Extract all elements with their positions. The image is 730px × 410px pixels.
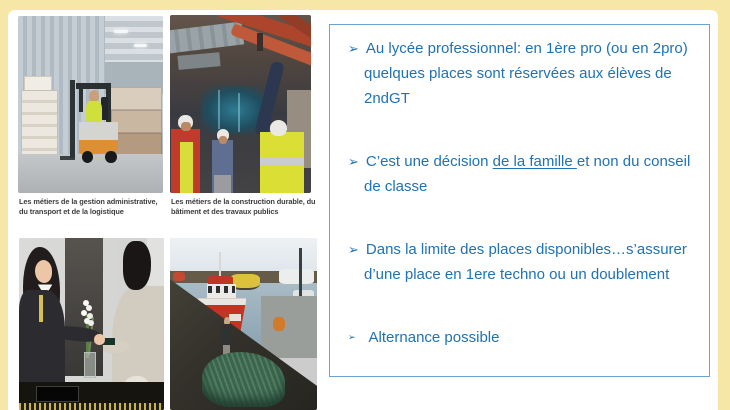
fisherman: [221, 324, 231, 346]
warehouse-ceiling: [105, 16, 163, 62]
bullet-text: Dans la limite des places disponibles…s’assurer d’une place en 1ere techno ou un doublement: [364, 241, 687, 283]
desk-tray: [36, 386, 79, 402]
hotel-reception-photo: [19, 238, 164, 410]
dock-structures: [261, 296, 317, 358]
bullet-lycee-professionnel: [342, 36, 693, 111]
receptionist-face: [35, 260, 52, 282]
arrow-bullet-icon: ➢: [348, 242, 359, 257]
caption-construction: Les métiers de la construction durable, du bâtiment et des travaux publics: [171, 197, 316, 216]
white-flowers: [83, 300, 89, 306]
warehouse-logistics-photo: [18, 16, 163, 193]
pallet-boxes: [114, 133, 162, 156]
arrow-bullet-icon: ➢: [348, 332, 356, 342]
worker-red-jacket: [171, 129, 199, 193]
lanyard: [39, 295, 43, 323]
bullet-text-pre: C’est une décision: [365, 153, 493, 170]
content-box: [329, 24, 710, 377]
ceiling-light: [134, 44, 147, 47]
white-boat: [279, 269, 314, 284]
bullet-text-underlined: de la famille: [492, 153, 577, 170]
pallet-boxes: [111, 110, 162, 133]
worker-yellow-vest: [260, 132, 304, 193]
ceiling-light: [114, 30, 129, 33]
customer-hair: [123, 241, 151, 289]
flower-vase: [84, 352, 96, 378]
construction-site-photo: [170, 15, 311, 193]
bullet-list: [342, 36, 693, 352]
arrow-bullet-icon: ➢: [348, 41, 359, 56]
forklift-mast: [70, 80, 75, 158]
caption-logistics: Les métiers de la gestion administrative, du transport et de la logistique: [19, 197, 158, 216]
white-helmet: [270, 120, 287, 136]
pallet-boxes: [108, 87, 162, 110]
bullet-text: Alternance possible: [368, 329, 500, 346]
fishing-harbor-photo: [170, 238, 317, 410]
forklift-wheel: [105, 151, 117, 163]
bullet-decision-famille: [342, 149, 693, 199]
bullet-alternance: [342, 325, 693, 352]
mast-pole: [299, 248, 301, 296]
bullet-limite-places: [342, 237, 693, 287]
slide-canvas: [8, 10, 718, 410]
bullet-text-post: et non du conseil de classe: [364, 153, 691, 195]
bullet-text: Au lycée professionnel: en 1ère pro (ou en 2pro) quelques places sont réservées aux élèves de 2ndGT: [364, 40, 688, 107]
arrow-bullet-icon: ➢: [348, 154, 359, 169]
small-red-boat: [173, 272, 185, 281]
